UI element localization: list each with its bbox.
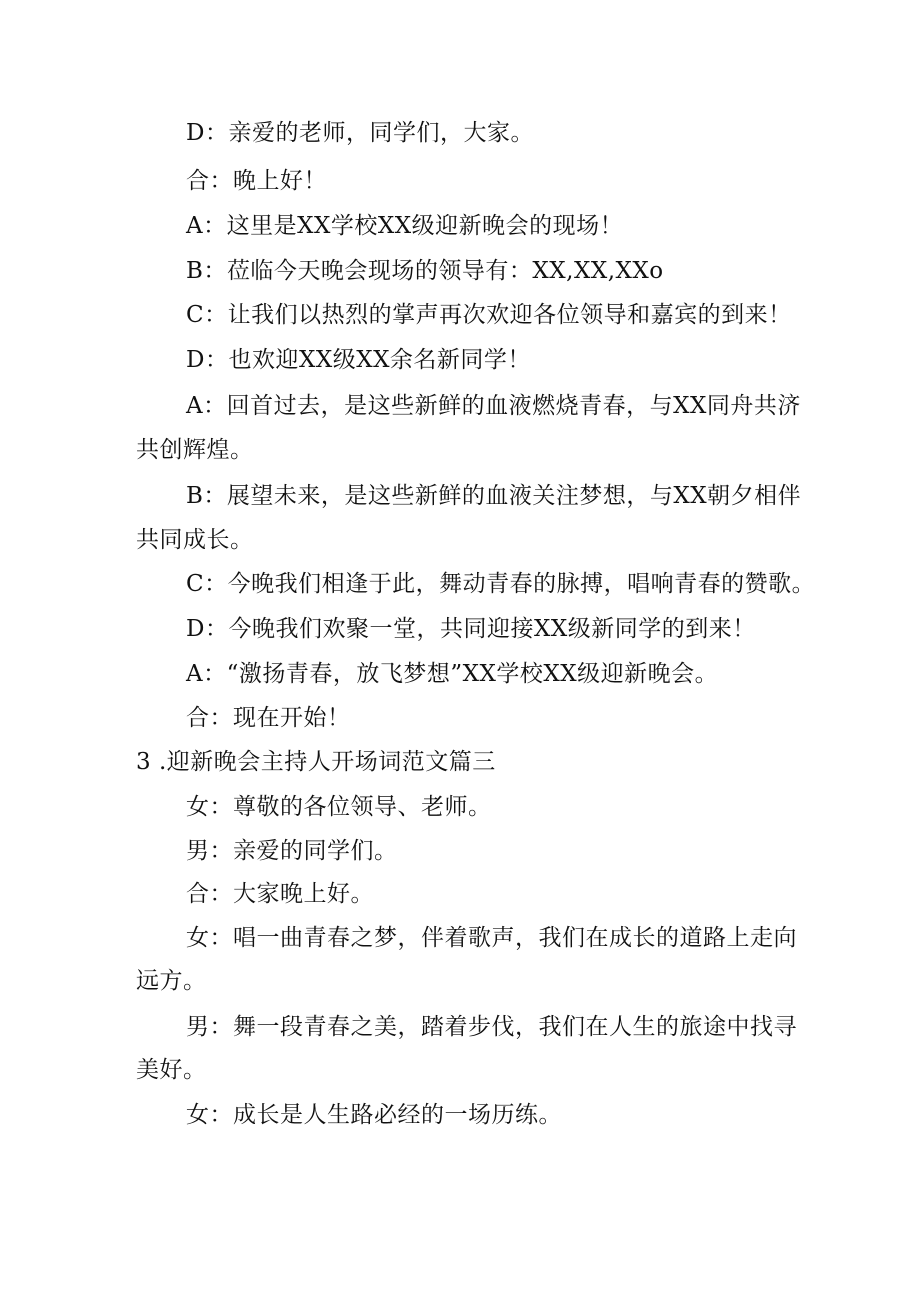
text-line: 合：晚上好！ <box>186 168 327 194</box>
text-line: A：回首过去，是这些新鲜的血液燃烧青春，与XX同舟共济 <box>186 393 801 419</box>
text-line: B：展望未来，是这些新鲜的血液关注梦想，与XX朝夕相伴 <box>186 483 802 509</box>
text-line: 美好。 <box>136 1057 207 1083</box>
text-line: A：这里是XX学校XX级迎新晚会的现场！ <box>186 213 624 239</box>
text-line: C：让我们以热烈的掌声再次欢迎各位领导和嘉宾的到来！ <box>186 302 792 328</box>
text-line: A：“激扬青春，放飞梦想”XX学校XX级迎新晚会。 <box>186 661 719 687</box>
text-line: B：莅临今天晚会现场的领导有：XX,XX,XXo <box>186 258 664 284</box>
text-line: D：亲爱的老师，同学们，大家。 <box>186 120 534 146</box>
text-line: D：也欢迎XX级XX余名新同学！ <box>186 347 531 373</box>
text-line: 共同成长。 <box>136 527 254 553</box>
text-line: 女：成长是人生路必经的一场历练。 <box>186 1102 562 1128</box>
text-line: 男：舞一段青春之美，踏着步伐，我们在人生的旅途中找寻 <box>186 1014 797 1040</box>
text-line: D：今晚我们欢聚一堂，共同迎接XX级新同学的到来！ <box>186 616 756 642</box>
text-line: 男：亲爱的同学们。 <box>186 838 398 864</box>
text-line: 合：大家晚上好。 <box>186 881 374 907</box>
section-heading: 3 .迎新晚会主持人开场词范文篇三 <box>136 749 496 775</box>
text-line: C：今晚我们相逢于此，舞动青春的脉搏，唱响青春的赞歌。 <box>186 571 816 597</box>
text-line: 女：尊敬的各位领导、老师。 <box>186 794 492 820</box>
text-line: 女：唱一曲青春之梦，伴着歌声，我们在成长的道路上走向 <box>186 925 797 951</box>
text-line: 共创辉煌。 <box>136 437 254 463</box>
text-line: 合：现在开始！ <box>186 705 351 731</box>
text-line: 远方。 <box>136 968 207 994</box>
